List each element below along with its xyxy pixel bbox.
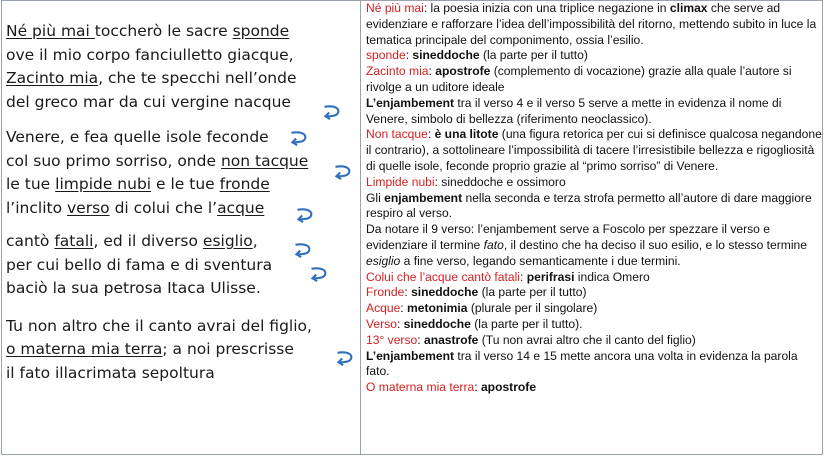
note-label: Verso bbox=[366, 316, 397, 331]
note-text: : bbox=[427, 127, 435, 142]
note-text: : bbox=[400, 301, 408, 316]
verse-fragment: Zacinto mia bbox=[6, 69, 99, 87]
stanza-2 bbox=[6, 126, 356, 220]
note-text: : bbox=[417, 332, 424, 347]
note-keyword: enjambement bbox=[384, 190, 463, 205]
note-label: O materna mia terra bbox=[366, 380, 475, 395]
verse-8 bbox=[6, 197, 356, 221]
verse-fragment: Né più mai bbox=[6, 22, 95, 40]
note-text: : sineddoche e ossimoro bbox=[434, 174, 566, 189]
verse-fragment: verso bbox=[67, 198, 110, 217]
verse-fragment: , bbox=[252, 232, 258, 250]
verse-fragment: , ed il diverso bbox=[93, 232, 203, 250]
note-text: : bbox=[405, 48, 413, 63]
note-label: 13° verso bbox=[366, 332, 418, 347]
note-text: : bbox=[396, 316, 404, 331]
note-keyword: apostrofe bbox=[480, 380, 537, 395]
note-label: Acque bbox=[366, 301, 401, 316]
note-label: Fronde bbox=[366, 285, 405, 300]
note-text: (la parte per il tutto). bbox=[470, 316, 583, 331]
verse-fragment: l’inclito bbox=[6, 198, 67, 217]
note-6 bbox=[366, 175, 822, 191]
note-emphasis: esiglio bbox=[366, 253, 401, 268]
note-2 bbox=[366, 48, 822, 64]
verse-11: baciò la sua petrosa Itaca Ulisse. bbox=[6, 279, 261, 297]
note-keyword: sineddoche bbox=[412, 48, 480, 63]
verse-13 bbox=[6, 338, 356, 362]
note-label: Zacinto mia bbox=[366, 64, 429, 79]
note-keyword: L’enjambement bbox=[366, 348, 455, 363]
verse-fragment: non tacque bbox=[220, 151, 309, 170]
note-label: Colui che l’acque cantò fatali bbox=[366, 269, 520, 284]
verse-fragment: ; a noi prescrisse bbox=[162, 340, 294, 358]
note-keyword: è una litote bbox=[434, 127, 499, 142]
verse-2: ove il mio corpo fanciulletto giacque, bbox=[6, 45, 294, 64]
note-text: nella seconda e terza strofa permetto all’autore di dare maggiore respiro al verso. bbox=[366, 190, 812, 221]
note-5 bbox=[366, 127, 822, 174]
note-text: a fine verso, legando semanticamente i due termini. bbox=[400, 253, 681, 268]
note-3 bbox=[366, 64, 822, 96]
notes-column bbox=[366, 1, 822, 396]
note-text: (la parte per il tutto) bbox=[479, 48, 588, 63]
verse-fragment: col suo primo sorriso, onde bbox=[6, 151, 221, 170]
verse-fragment: toccherò le sacre bbox=[94, 22, 233, 40]
stanza-1 bbox=[6, 20, 356, 114]
verse-fragment: e le tue bbox=[151, 175, 220, 193]
note-text: (Tu non avrai altro che il canto del figlio) bbox=[478, 332, 696, 347]
note-text: : la poesia inizia con una triplice negazione in bbox=[423, 1, 670, 15]
column-divider bbox=[360, 0, 361, 455]
verse-10 bbox=[6, 254, 356, 278]
note-9 bbox=[366, 270, 822, 286]
verse-4 bbox=[6, 91, 356, 115]
note-8 bbox=[366, 222, 822, 269]
note-text: che serve ad evidenziare e rafforzare l’idea dell’impossibilità del ritorno, mettendo subito in luce la tematica principale del componimento, ossia l’esilio. bbox=[366, 1, 817, 47]
note-text: , il destino che ha deciso il suo esilio, e lo stesso termine bbox=[503, 237, 807, 252]
note-10 bbox=[366, 285, 822, 301]
note-keyword: sineddoche bbox=[411, 285, 479, 300]
stanza-4 bbox=[6, 315, 356, 386]
note-text: Da notare il 9 verso: l’enjambement serve a Foscolo per spezzare il verso e evidenziare il termine bbox=[366, 222, 770, 252]
note-text: Gli bbox=[366, 190, 385, 205]
note-label: Né più mai bbox=[366, 1, 424, 15]
note-label: sponde bbox=[366, 48, 406, 63]
note-keyword: sineddoche bbox=[403, 316, 471, 331]
note-text: : bbox=[519, 269, 527, 284]
note-12 bbox=[366, 317, 822, 333]
verse-fragment: per cui bello di fama e di sventura bbox=[6, 255, 273, 274]
note-text: : bbox=[428, 64, 436, 79]
verse-fragment: o materna mia terra bbox=[6, 340, 163, 358]
note-text: tra il verso 4 e il verso 5 serve a mette in evidenza il nome di Venere, simbolo di bellezza (riferimento neoclassico). bbox=[366, 95, 782, 126]
verse-5 bbox=[6, 126, 356, 150]
note-text: (una figura retorica per cui si definisce qualcosa negandone il contrario), a sottolineare l’impossibilità di tacere l’irresistibile bellezza e rigogliosità di quelle isole, feconde proprio grazie al “primo sorriso” di Venere. bbox=[366, 127, 822, 173]
note-4 bbox=[366, 96, 822, 128]
return-arrow-icon bbox=[288, 130, 310, 146]
note-text: (la parte per il tutto) bbox=[478, 285, 587, 300]
note-keyword: climax bbox=[669, 1, 708, 15]
poem-column bbox=[6, 20, 356, 395]
verse-fragment: sponde bbox=[232, 22, 290, 40]
verse-7 bbox=[6, 173, 356, 197]
verse-fragment: le tue bbox=[6, 175, 56, 193]
note-1 bbox=[366, 1, 822, 48]
verse-9 bbox=[6, 230, 356, 254]
note-text: (complemento di vocazione) grazie alla quale l’autore si rivolge a un uditore ideale bbox=[366, 64, 792, 94]
verse-12: Tu non altro che il canto avrai del figlio, bbox=[6, 316, 312, 335]
verse-fragment: del greco mar da cui vergine nacque bbox=[6, 92, 291, 111]
verse-14: il fato illacrimata sepoltura bbox=[6, 363, 215, 382]
note-15 bbox=[366, 380, 822, 396]
verse-fragment: acque bbox=[217, 198, 265, 217]
verse-fragment: fronde bbox=[219, 175, 270, 193]
note-keyword: metonimia bbox=[407, 301, 468, 316]
verse-6 bbox=[6, 150, 356, 174]
return-arrow-icon bbox=[321, 104, 343, 120]
note-label: Non tacque bbox=[366, 127, 428, 142]
note-text: : bbox=[474, 380, 481, 395]
note-11 bbox=[366, 301, 822, 317]
note-keyword: apostrofe bbox=[435, 64, 491, 79]
note-7 bbox=[366, 191, 822, 223]
note-text: : bbox=[404, 285, 412, 300]
note-keyword: perifrasi bbox=[526, 269, 575, 284]
verse-3 bbox=[6, 67, 356, 91]
verse-fragment: esiglio bbox=[202, 232, 253, 250]
note-text: (plurale per il singolare) bbox=[467, 301, 598, 316]
note-label: Limpide nubi bbox=[366, 174, 435, 189]
verse-fragment: fatali bbox=[54, 232, 94, 250]
stanza-3 bbox=[6, 230, 356, 301]
verse-1 bbox=[6, 20, 356, 44]
verse-fragment: limpide nubi bbox=[55, 175, 152, 193]
note-text: tra il verso 14 e 15 mette ancora una volta in evidenza la parola fato. bbox=[366, 348, 798, 379]
note-keyword: anastrofe bbox=[423, 332, 479, 347]
note-13 bbox=[366, 333, 822, 349]
verse-fragment: Venere, e fea quelle isole feconde bbox=[6, 128, 269, 146]
return-arrow-icon bbox=[294, 207, 316, 223]
note-emphasis: fato bbox=[483, 237, 504, 252]
verse-fragment: di colui che l’ bbox=[109, 198, 218, 217]
verse-fragment: , che te specchi nell’onde bbox=[98, 69, 297, 87]
note-14 bbox=[366, 349, 822, 381]
note-text: indica Omero bbox=[574, 269, 650, 284]
verse-fragment: cantò bbox=[6, 232, 55, 250]
note-keyword: L’enjambement bbox=[366, 95, 455, 110]
